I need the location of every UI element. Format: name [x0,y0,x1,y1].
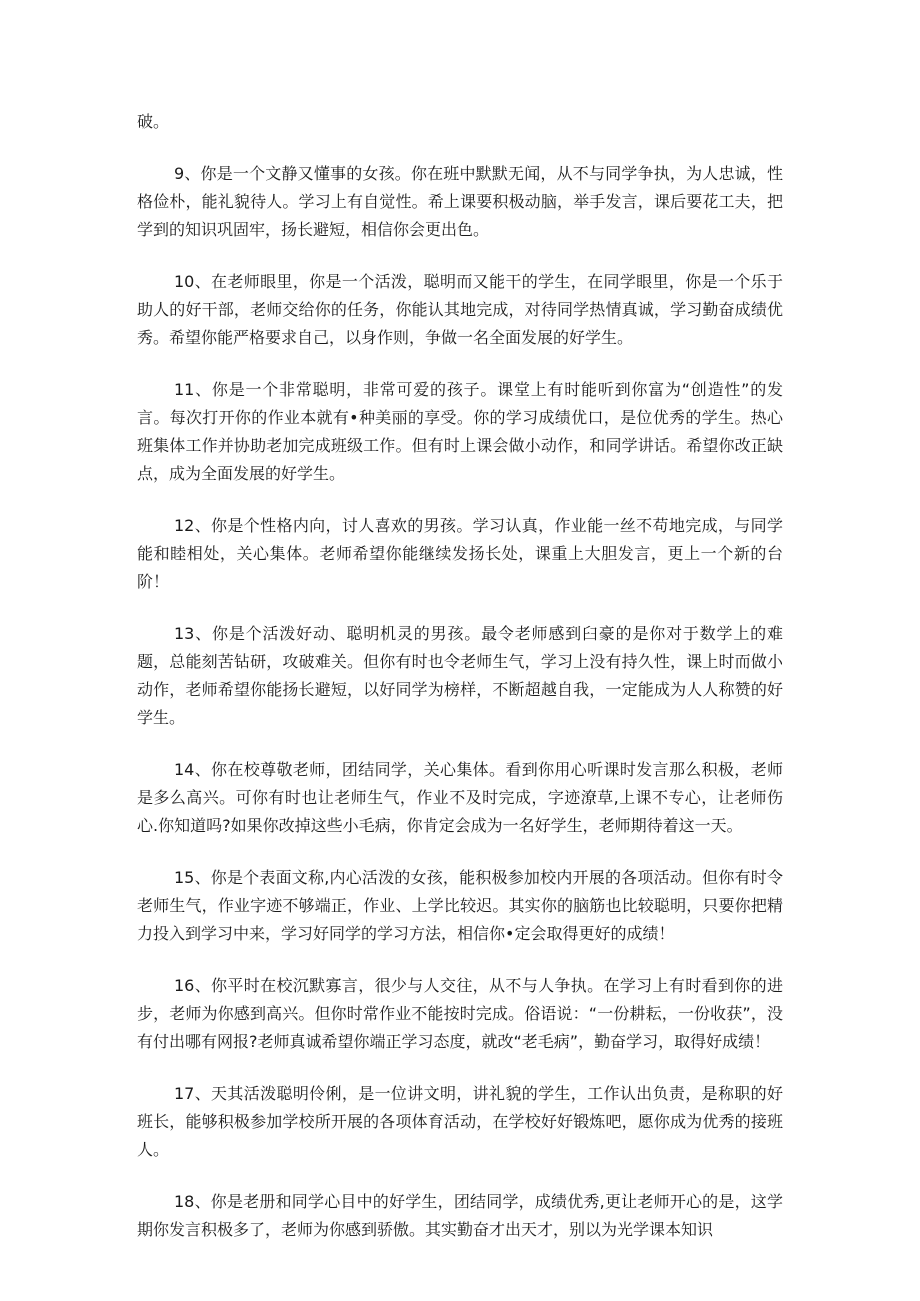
paragraph-12: 12、你是个性格内向，讨人喜欢的男孩。学习认真，作业能一丝不苟地完成，与同学能和睦相处，关心集体。老师希望你能继续发扬长处，课重上大胆发言，更上一个新的台阶！ [137,516,783,591]
paragraph-continuation: 破。 [137,112,170,131]
paragraph-18: 18、你是老册和同学心目中的好学生，团结同学，成绩优秀,更让老师开心的是，这学期你发言积极多了，老师为你感到骄傲。其实勤奋才出天才，别以为光学课本知识 [137,1192,783,1239]
paragraph-14: 14、你在校尊敬老师，团结同学，关心集体。看到你用心听课时发言那么积极，老师是多么高兴。可你有时也让老师生气，作业不及时完成，字迹潦草,上课不专心，让老师伤心.你知道吗?如果你改掉这些小毛病，你肯定会成为一名好学生，老师期待着这一天。 [137,760,783,835]
paragraph-13: 13、你是个活泼好动、聪明机灵的男孩。最令老师感到臼豪的是你对于数学上的难题，总能刻苦钻研，攻破难关。但你有时也令老师生气，学习上没有持久性，课上时而做小动作，老师希望你能扬长避短，以好同学为榜样，不断超越自我，一定能成为人人称赞的好学生。 [137,624,783,727]
paragraph-15: 15、你是个表面文称,内心活泼的女孩，能积极参加校内开展的各项活动。但你有时令老师生气，作业字迹不够端正，作业、上学比较迟。其实你的脑筋也比较聪明，只要你把精力投入到学习中来，学习好同学的学习方法，相信你•定会取得更好的成绩！ [137,868,783,943]
paragraph-9: 9、你是一个文静又懂事的女孩。你在班中默默无闻，从不与同学争执，为人忠诚，性格俭朴，能礼貌待人。学习上有自觉性。希上课要积极动脑，举手发言，课后要花工夫，把学到的知识巩固牢，扬长避短，相信你会更出色。 [137,164,783,239]
paragraph-11: 11、你是一个非常聪明，非常可爱的孩子。课堂上有时能听到你富为“创造性”的发言。每次打开你的作业本就有•种美丽的享受。你的学习成绩优口，是位优秀的学生。热心班集体工作并协助老加完成班级工作。但有时上课会做小动作，和同学讲话。希望你改正缺点，成为全面发展的好学生。 [137,380,783,483]
paragraph-10: 10、在老师眼里，你是一个活泼，聪明而又能干的学生，在同学眼里，你是一个乐于助人的好干部，老师交给你的任务，你能认其地完成，对待同学热情真诚，学习勤奋成绩优秀。希望你能严格要求自己，以身作则，争做一名全面发展的好学生。 [137,272,783,347]
document-body [137,108,783,1268]
paragraph-17: 17、天其活泼聪明伶俐，是一位讲文明，讲礼貌的学生，工作认出负责，是称职的好班长，能够积极参加学校所开展的各项体育活动，在学校好好锻炼吧，愿你成为优秀的接班人。 [137,1084,783,1159]
paragraph-16: 16、你平时在校沉默寡言，很少与人交往，从不与人争执。在学习上有时看到你的进步，老师为你感到高兴。但你时常作业不能按时完成。俗语说：“一份耕耘，一份收获”，没有付出哪有网报?老师真诚希望你端正学习态度，就改“老毛病”，勤奋学习，取得好成绩！ [137,976,783,1051]
